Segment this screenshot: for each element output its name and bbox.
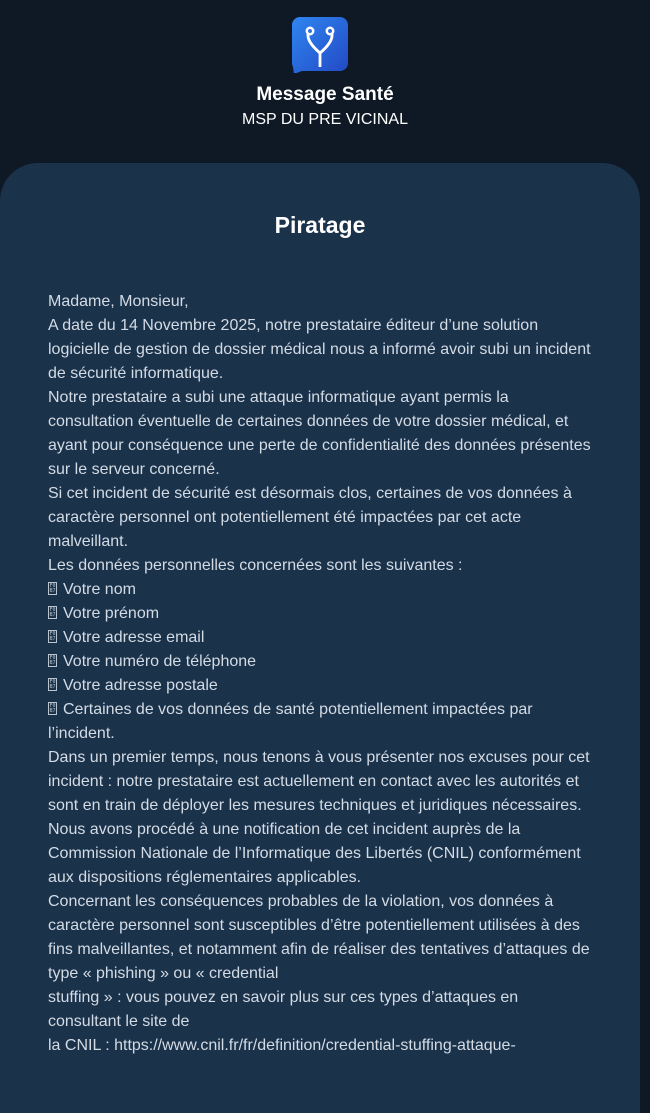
bullet-item [48, 626, 591, 650]
message-line-text: ayant pour conséquence une perte de confidentialité des données présentes [48, 437, 591, 454]
message-line-text: Nous avons procédé à une notification de cet incident auprès de la [48, 821, 521, 838]
message-line-text: logicielle de gestion de dossier médical nous a informé avoir subi un incident [48, 341, 591, 358]
message-line-text: malveillant. [48, 533, 129, 550]
message-line-text: Votre adresse email [63, 629, 205, 646]
message-line [48, 818, 591, 842]
message-line-text: Madame, Monsieur, [48, 293, 189, 310]
message-line [48, 1034, 591, 1058]
missing-glyph-bullet-icon: F0B7 [49, 654, 56, 666]
message-line [48, 458, 591, 482]
message-line-text: caractère personnel ont potentiellement été impactées par cet acte [48, 509, 522, 526]
message-line [48, 434, 591, 458]
message-line [48, 890, 591, 914]
message-line [48, 482, 591, 506]
message-line-text: l’incident. [48, 725, 115, 742]
message-line [48, 914, 591, 938]
message-line [48, 962, 591, 986]
message-line-text: sur le serveur concerné. [48, 461, 220, 478]
message-line-text: la CNIL : https://www.cnil.fr/fr/definition/credential-stuffing-attaque- [48, 1037, 516, 1054]
message-line [48, 746, 591, 770]
message-line [48, 866, 591, 890]
message-line [48, 794, 591, 818]
stethoscope-chat-icon [292, 17, 348, 73]
message-line-text: Commission Nationale de l’Informatique des Libertés (CNIL) conformément [48, 845, 581, 862]
missing-glyph-bullet-icon: F0B7 [49, 678, 56, 690]
message-line-text: Votre nom [63, 581, 136, 598]
bullet-item [48, 674, 591, 698]
message-line-text: aux dispositions réglementaires applicables. [48, 869, 362, 886]
message-line-text: Votre numéro de téléphone [63, 653, 257, 670]
message-line-text: incident : notre prestataire est actuellement en contact avec les autorités et [48, 773, 579, 790]
message-line [48, 290, 591, 314]
message-line [48, 314, 591, 338]
message-title: Piratage [274, 212, 366, 238]
message-line [48, 1010, 591, 1034]
bullet-item [48, 578, 591, 602]
message-line-text: Concernant les conséquences probables de la violation, vos données à [48, 893, 554, 910]
message-body [48, 290, 591, 1058]
missing-glyph-bullet-icon: F0B7 [49, 630, 56, 642]
message-line [48, 362, 591, 386]
message-line [48, 842, 591, 866]
missing-glyph-bullet-icon: F0B7 [49, 702, 56, 714]
message-line-text: Votre prénom [63, 605, 160, 622]
message-line-text: type « phishing » ou « credential [48, 965, 279, 982]
bullet-item [48, 602, 591, 626]
message-line-text: caractère personnel sont susceptibles d’être potentiellement utilisées à des [48, 917, 580, 934]
message-line [48, 770, 591, 794]
message-line-text: fins malveillantes, et notamment afin de réaliser des tentatives d’attaques de [48, 941, 590, 958]
app-name: Message Santé [256, 84, 394, 105]
message-line-text: stuffing » : vous pouvez en savoir plus sur ces types d’attaques en [48, 989, 519, 1006]
message-line-text: Les données personnelles concernées sont les suivantes : [48, 557, 463, 574]
bullet-item [48, 650, 591, 674]
message-line-text: Si cet incident de sécurité est désormais clos, certaines de vos données à [48, 485, 572, 502]
message-line-text: sont en train de déployer les mesures techniques et juridiques nécessaires. [48, 797, 582, 814]
message-line [48, 938, 591, 962]
missing-glyph-bullet-icon: F0B7 [49, 582, 56, 594]
message-line-text: de sécurité informatique. [48, 365, 224, 382]
message-line [48, 410, 591, 434]
message-line [48, 554, 591, 578]
message-line [48, 530, 591, 554]
message-line-text: Votre adresse postale [63, 677, 218, 694]
message-line-text: Dans un premier temps, nous tenons à vous présenter nos excuses pour cet [48, 749, 590, 766]
message-line [48, 722, 591, 746]
message-line-text: consultation éventuelle de certaines données de votre dossier médical, et [48, 413, 569, 430]
missing-glyph-bullet-icon: F0B7 [49, 606, 56, 618]
message-line [48, 986, 591, 1010]
message-line [48, 386, 591, 410]
message-line [48, 506, 591, 530]
message-line-text: Notre prestataire a subi une attaque informatique ayant permis la [48, 389, 509, 406]
bullet-item [48, 698, 591, 722]
message-line-text: Certaines de vos données de santé potentiellement impactées par [63, 701, 533, 718]
organization-name: MSP DU PRE VICINAL [242, 111, 408, 128]
message-line [48, 338, 591, 362]
message-line-text: consultant le site de [48, 1013, 190, 1030]
message-line-text: A date du 14 Novembre 2025, notre prestataire éditeur d’une solution [48, 317, 539, 334]
